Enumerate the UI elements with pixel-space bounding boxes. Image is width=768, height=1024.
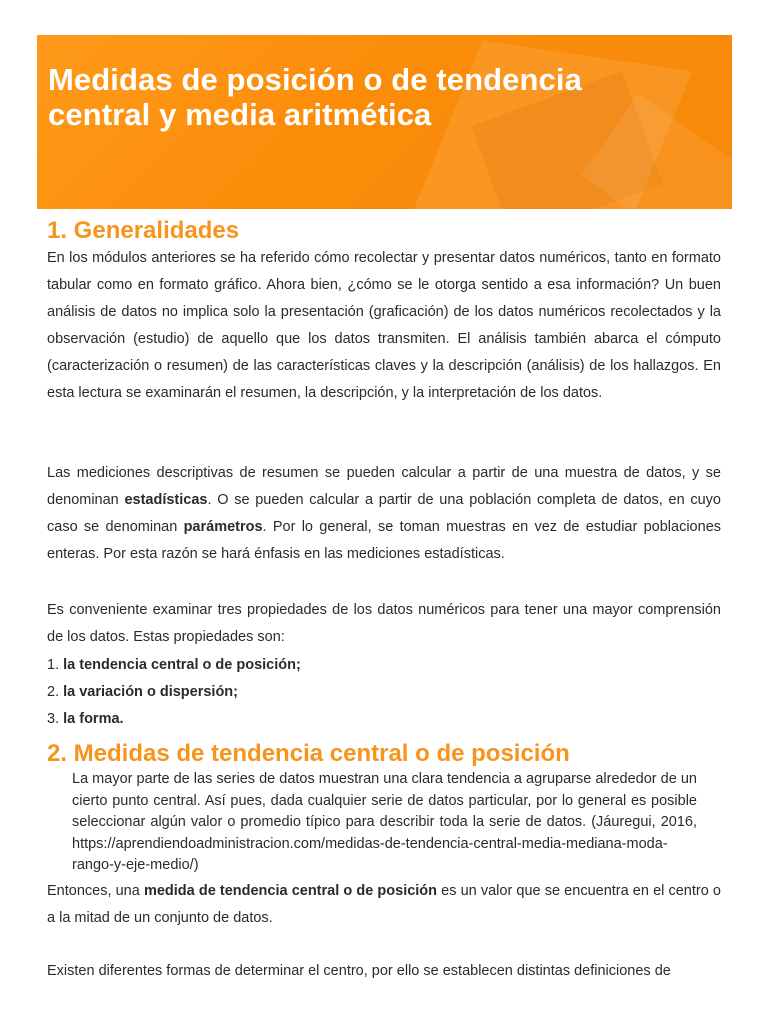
citation-quote: La mayor parte de las series de datos muestran una clara tendencia a agruparse alrededor de un cierto punto central. Así pues, dada cualquier serie de datos particular, por lo general es posible seleccionar algún valor o promedio típico para describir toda la serie de datos. (Jáuregui, 2016, https://aprendiendoadministracion.com/medidas-de-tendencia-central-media-mediana-moda-rango-y-eje-medio/) [72,771,697,873]
section1-paragraph2 [47,460,721,568]
list-item [47,679,301,706]
list-number: 3. [47,711,64,727]
section1-paragraph3: Es conveniente examinar tres propiedades de los datos numéricos para tener una mayor comprensión de los datos. Estas propiedades son: [47,602,721,645]
header-banner [37,35,732,209]
section1-heading: 1. Generalidades [47,217,240,244]
text-run: Entonces, una [47,883,144,899]
bold-term-parametros: parámetros [183,519,263,535]
list-text: la tendencia central o de posición; [63,657,301,673]
properties-list [47,652,301,733]
list-text: la variación o dispersión; [63,684,238,700]
section2-paragraph2: Existen diferentes formas de determinar el centro, por ello se establecen distintas definiciones de [47,963,671,979]
section2-paragraph1 [47,878,721,932]
list-number: 2. [47,684,64,700]
bold-term-medida: medida de tendencia central o de posición [143,883,438,899]
text-run: es un valor que se encuentra en el centro o a la mitad de un conjunto de datos. [47,883,721,926]
section1-paragraph1: En los módulos anteriores se ha referido cómo recolectar y presentar datos numéricos, tanto en formato tabular como en formato gráfico. Ahora bien, ¿cómo se le otorga sentido a esa información? Un buen análisis de datos no implica solo la presentación (graficación) de los datos numéricos recolectados y la observación (estudio) de aquello que los datos transmiten. El análisis también abarca el cómputo (caracterización o resumen) de las características claves y la descripción (análisis) de los hallazgos. En esta lectura se examinarán el resumen, la descripción, y la interpretación de los datos. [47,250,721,401]
text-run: . Por lo general, se toman muestras en vez de estudiar poblaciones enteras. Por esta razón se hará énfasis en las mediciones estadísticas. [47,519,722,562]
list-number: 1. [47,657,64,673]
list-item [47,652,301,679]
list-item [47,706,301,733]
list-text: la forma. [63,711,124,727]
section2-heading: 2. Medidas de tendencia central o de posición [47,740,570,767]
page-title-line1: Medidas de posición o de tendencia [48,62,582,97]
page-title [48,62,582,132]
text-run: Las mediciones descriptivas de resumen se pueden calcular a partir de una muestra de datos, y se denominan [47,465,721,508]
bold-term-estadisticas: estadísticas [124,492,208,508]
page-title-line2: central y media aritmética [48,97,432,132]
text-run: . O se pueden calcular a partir de una población completa de datos, en cuyo caso se denominan [47,492,721,535]
